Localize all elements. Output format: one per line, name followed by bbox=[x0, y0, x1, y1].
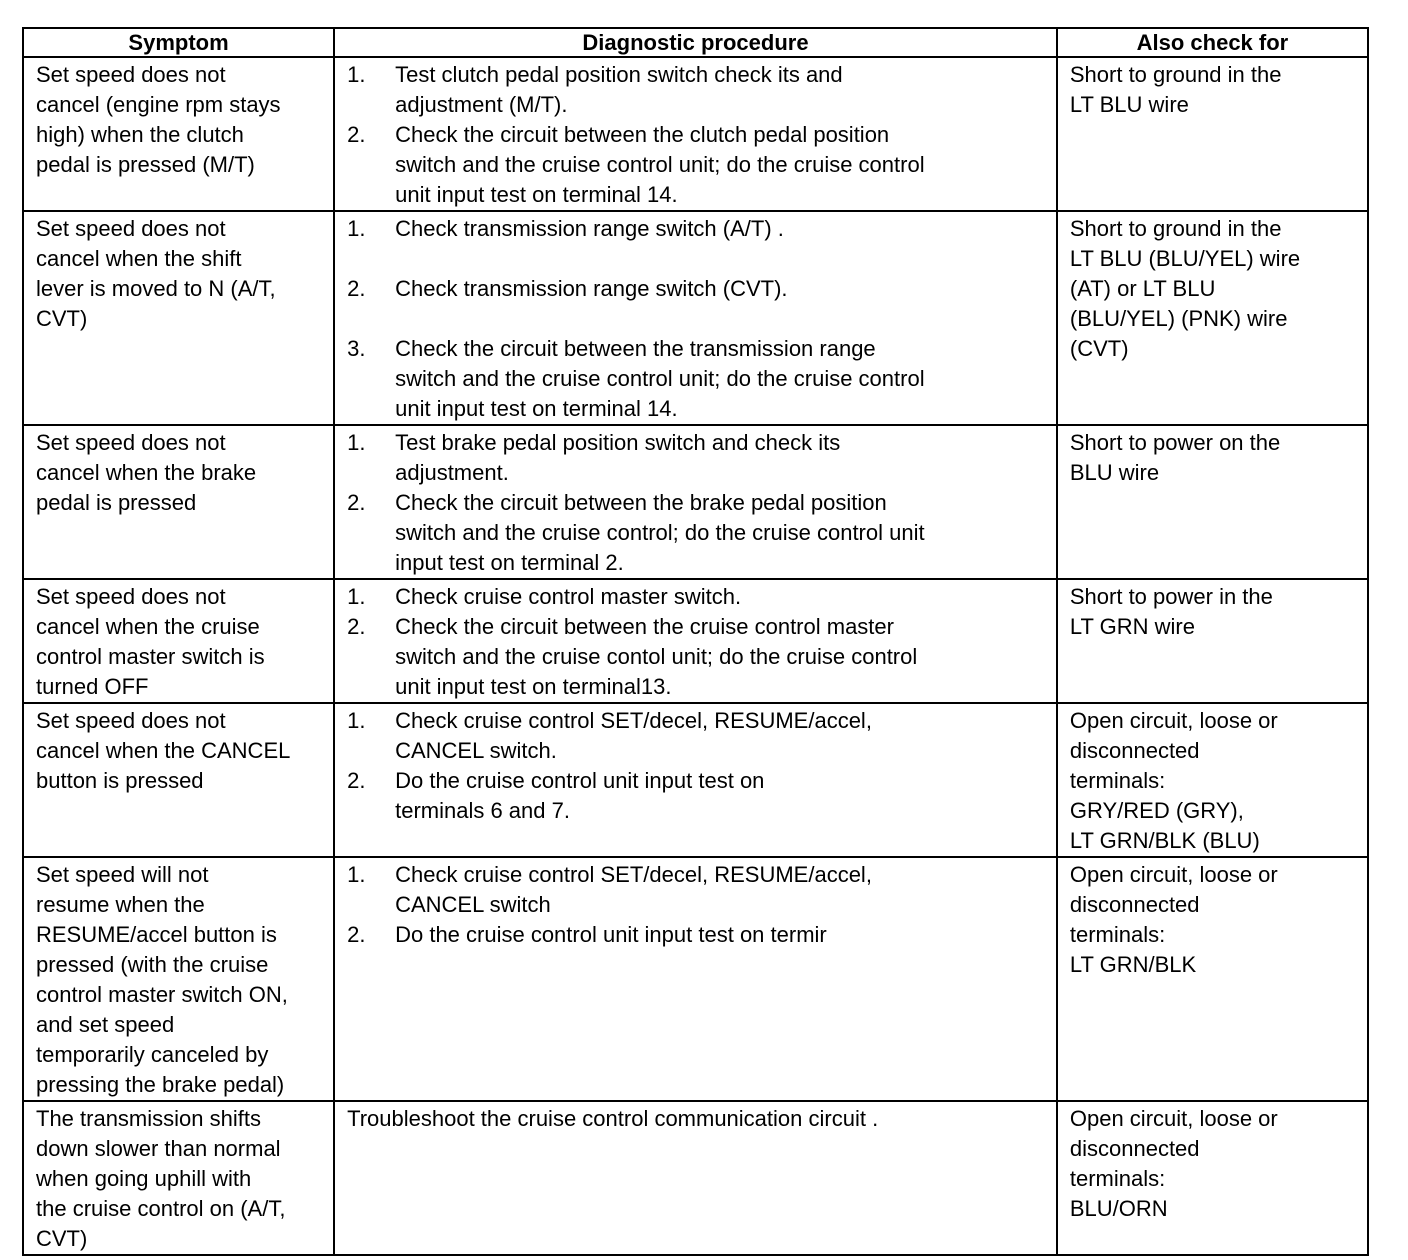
symptom-cell: Set speed does not cancel when the shift lever is moved to N (A/T, CVT) bbox=[23, 211, 334, 425]
procedure-cell bbox=[334, 703, 1057, 857]
procedure-step bbox=[347, 60, 1046, 120]
procedure-step bbox=[347, 334, 1046, 424]
step-number: 1. bbox=[347, 62, 366, 87]
procedure-step bbox=[347, 428, 1046, 488]
procedure-cell bbox=[334, 425, 1057, 579]
also-check-cell: Short to power in the LT GRN wire bbox=[1057, 579, 1368, 703]
procedure-steps bbox=[347, 60, 1046, 210]
also-check-cell: Open circuit, loose or disconnected terminals: LT GRN/BLK bbox=[1057, 857, 1368, 1101]
procedure-step bbox=[347, 488, 1046, 578]
table-row bbox=[23, 703, 1368, 857]
table-row bbox=[23, 211, 1368, 425]
procedure-step bbox=[347, 706, 1046, 766]
step-number: 2. bbox=[347, 490, 366, 515]
symptom-cell: Set speed does not cancel when the cruise control master switch is turned OFF bbox=[23, 579, 334, 703]
symptom-cell: Set speed will not resume when the RESUME/accel button is pressed (with the cruise control master switch ON, and set speed temporarily canceled by pressing the brake pedal) bbox=[23, 857, 334, 1101]
step-text: Check the circuit between the transmission range switch and the cruise control unit; do the cruise control unit input test on terminal 14. bbox=[395, 336, 925, 421]
symptom-cell: Set speed does not cancel when the CANCEL button is pressed bbox=[23, 703, 334, 857]
symptom-cell: Set speed does not cancel when the brake pedal is pressed bbox=[23, 425, 334, 579]
step-number: 1. bbox=[347, 430, 366, 455]
header-row bbox=[23, 28, 1368, 57]
also-check-cell: Open circuit, loose or disconnected terminals: GRY/RED (GRY), LT GRN/BLK (BLU) bbox=[1057, 703, 1368, 857]
step-number: 2. bbox=[347, 922, 366, 947]
procedure-steps bbox=[347, 582, 1046, 702]
procedure-steps bbox=[347, 706, 1046, 826]
step-number: 3. bbox=[347, 336, 366, 361]
procedure-cell bbox=[334, 57, 1057, 211]
step-number: 2. bbox=[347, 276, 366, 301]
procedure-steps bbox=[347, 860, 1046, 950]
step-text: Check cruise control SET/decel, RESUME/accel, CANCEL switch bbox=[395, 862, 872, 917]
header-diagnostic-procedure: Diagnostic procedure bbox=[334, 28, 1057, 57]
step-text: Check the circuit between the clutch pedal position switch and the cruise control unit; do the cruise control unit input test on terminal 14. bbox=[395, 122, 925, 207]
header-symptom: Symptom bbox=[23, 28, 334, 57]
procedure-step bbox=[347, 214, 1046, 244]
procedure-cell bbox=[334, 1101, 1057, 1255]
step-number: 1. bbox=[347, 584, 366, 609]
procedure-step bbox=[347, 860, 1046, 920]
step-text: Check transmission range switch (CVT). bbox=[395, 276, 788, 301]
step-number: 2. bbox=[347, 768, 366, 793]
procedure-step bbox=[347, 582, 1046, 612]
step-number: 1. bbox=[347, 216, 366, 241]
table-row bbox=[23, 1101, 1368, 1255]
procedure-step bbox=[347, 612, 1046, 702]
step-text: Check the circuit between the cruise control master switch and the cruise contol unit; do the cruise control unit input test on terminal13. bbox=[395, 614, 918, 699]
symptom-cell: Set speed does not cancel (engine rpm stays high) when the clutch pedal is pressed (M/T) bbox=[23, 57, 334, 211]
step-text: Check cruise control master switch. bbox=[395, 584, 742, 609]
step-text: Do the cruise control unit input test on termir bbox=[395, 922, 827, 947]
procedure-steps bbox=[347, 214, 1046, 424]
step-text: Do the cruise control unit input test on terminals 6 and 7. bbox=[395, 768, 765, 823]
step-number: 1. bbox=[347, 708, 366, 733]
step-number: 1. bbox=[347, 862, 366, 887]
also-check-cell: Short to power on the BLU wire bbox=[1057, 425, 1368, 579]
step-text: Check cruise control SET/decel, RESUME/accel, CANCEL switch. bbox=[395, 708, 872, 763]
also-check-cell: Short to ground in the LT BLU wire bbox=[1057, 57, 1368, 211]
step-text: Test brake pedal position switch and check its adjustment. bbox=[395, 430, 841, 485]
also-check-cell: Short to ground in the LT BLU (BLU/YEL) wire (AT) or LT BLU (BLU/YEL) (PNK) wire (CVT) bbox=[1057, 211, 1368, 425]
procedure-step bbox=[347, 120, 1046, 210]
step-text: Check the circuit between the brake pedal position switch and the cruise control; do the cruise control unit input test on terminal 2. bbox=[395, 490, 925, 575]
header-also-check-for: Also check for bbox=[1057, 28, 1368, 57]
step-number: 2. bbox=[347, 614, 366, 639]
symptom-cell: The transmission shifts down slower than normal when going uphill with the cruise control on (A/T, CVT) bbox=[23, 1101, 334, 1255]
step-text: Test clutch pedal position switch check its and adjustment (M/T). bbox=[395, 62, 843, 117]
table-row bbox=[23, 857, 1368, 1101]
procedure-cell bbox=[334, 211, 1057, 425]
procedure-text: Troubleshoot the cruise control communication circuit . bbox=[347, 1106, 879, 1131]
procedure-step bbox=[347, 274, 1046, 304]
also-check-cell: Open circuit, loose or disconnected terminals: BLU/ORN bbox=[1057, 1101, 1368, 1255]
procedure-cell bbox=[334, 857, 1057, 1101]
table-row bbox=[23, 425, 1368, 579]
table-row bbox=[23, 579, 1368, 703]
procedure-step bbox=[347, 766, 1046, 826]
procedure-step bbox=[347, 920, 1046, 950]
step-text: Check transmission range switch (A/T) . bbox=[395, 216, 784, 241]
step-number: 2. bbox=[347, 122, 366, 147]
table-row bbox=[23, 57, 1368, 211]
diagnostic-table bbox=[22, 27, 1369, 1256]
procedure-steps bbox=[347, 428, 1046, 578]
procedure-cell bbox=[334, 579, 1057, 703]
